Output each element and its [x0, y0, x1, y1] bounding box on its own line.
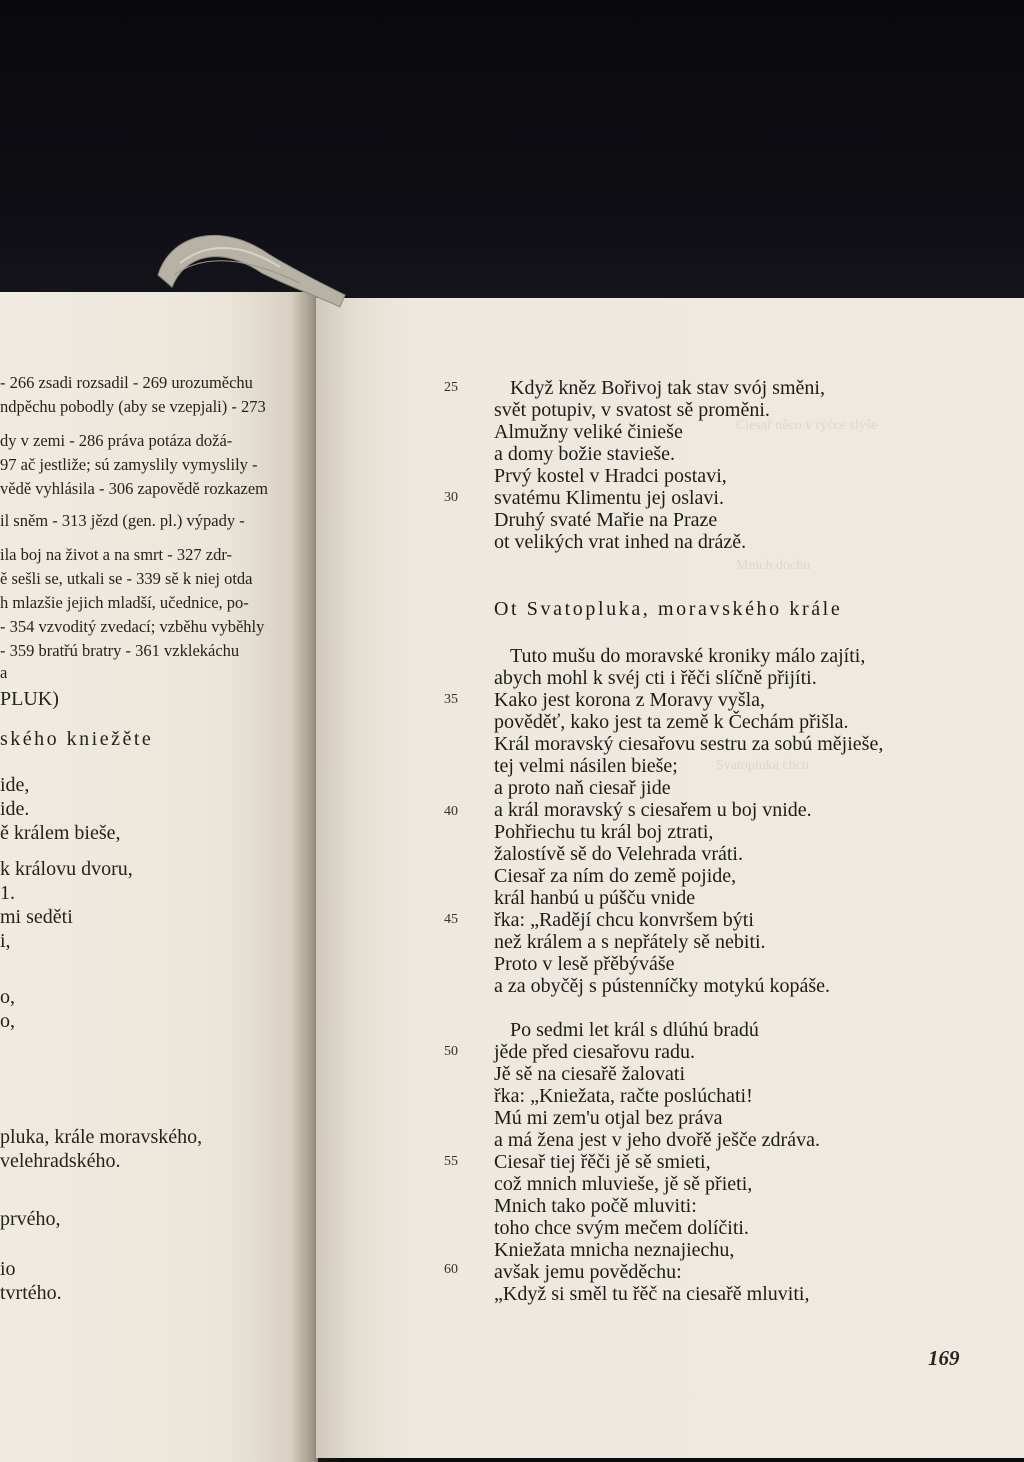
verse-line: Kako jest korona z Moravy vyšla,: [494, 689, 766, 711]
note-line: dy v zemi - 286 práva potáza dožá-: [0, 431, 233, 450]
line-number: 60: [444, 1262, 458, 1277]
verse-line: Po sedmi let král s dlúhú bradú: [510, 1019, 759, 1041]
verse-line: Mnich tako počě mluviti:: [494, 1195, 697, 1217]
verse-fragment: i,: [0, 930, 11, 952]
chapter-title: Ot Svatopluka, moravského krále: [494, 598, 843, 620]
verse-fragment: ide,: [0, 774, 30, 796]
verse-line: Almužny veliké činieše: [494, 421, 683, 443]
verse-line: ot velikých vrat inhed na drázě.: [494, 531, 747, 553]
line-number: 50: [444, 1044, 458, 1059]
note-line: a: [0, 663, 8, 682]
verse-line: král hanbú u púšču vnide: [494, 887, 696, 909]
verse-fragment: o,: [0, 986, 15, 1008]
verse-line: Jě sě na ciesařě žalovati: [494, 1063, 686, 1085]
verse-fragment: pluka, krále moravského,: [0, 1126, 203, 1148]
note-line: h mlazšie jejich mladší, učednice, po-: [0, 593, 249, 612]
left-heading: PLUK): [0, 688, 59, 710]
note-line: - 354 vzvodit‎ý zvedací; vzběhu vyběhly: [0, 617, 265, 636]
verse-line: než králem a s nepřátely sě nebiti.: [494, 931, 766, 953]
verse-line: Ciesař za ním do země pojide,: [494, 865, 737, 887]
verse-line: řka: „Kniežata, račte poslúchati!: [494, 1085, 753, 1107]
note-line: ě sešli se, utkali se - 339 sě k niej otda: [0, 569, 253, 588]
verse-line: a za obyčěj s pústenníčky motykú kopáše.: [494, 975, 831, 997]
verse-line: Prvý kostel v Hradci postavi,: [494, 465, 727, 487]
note-line: ndpěchu pobodly (aby se vzepjali) - 273: [0, 397, 266, 416]
page-number: 169: [928, 1346, 960, 1370]
verse-fragment: ě králem bieše,: [0, 822, 121, 844]
verse-line: a domy božie stavieše.: [494, 443, 676, 465]
verse-line: avšak jemu pověděchu:: [494, 1261, 682, 1283]
note-line: - 359 bratřú bratry - 361 vzklekáchu: [0, 641, 240, 660]
line-number: 30: [444, 490, 458, 505]
verse-line: Ciesař tiej řěči jě sě smieti,: [494, 1151, 711, 1173]
verse-line: a má žena jest v jeho dvořě ješče zdráva.: [494, 1129, 820, 1151]
verse-line: Král moravský ciesařovu sestru za sobú mějieše,: [494, 733, 884, 755]
line-number: 35: [444, 692, 458, 707]
verse-fragment: prvého,: [0, 1208, 61, 1230]
dark-background: [0, 0, 1024, 300]
verse-line: „Když si směl tu řěč na ciesařě mluviti,: [494, 1283, 810, 1305]
verse-fragment: tvrtého.: [0, 1282, 62, 1304]
verse-line: Pohřiechu tu král boj ztrati,: [494, 821, 714, 843]
left-subheading: ského kniežěte: [0, 728, 154, 750]
verse-line: svět potupiv, v svatost sě proměni.: [494, 399, 770, 421]
verse-line: Tuto mušu do moravské kroniky málo zajíti,: [510, 645, 866, 667]
line-number: 25: [444, 380, 458, 395]
verse-line: tej velmi násilen bieše;: [494, 755, 678, 777]
verse-line: abych mohl k svéj cti i řěči slíčně přijíti.: [494, 667, 817, 689]
note-line: il sněm - 313 jězd (gen. pl.) výpady -: [0, 511, 245, 530]
line-number: 40: [444, 804, 458, 819]
verse-line: řka: „Radějí chcu konvršem býti: [494, 909, 754, 931]
verse-line: pověděť, kako jest ta země k Čechám přišla.: [494, 711, 849, 733]
verse-line: a proto naň ciesař jide: [494, 777, 671, 799]
verse-fragment: k královu dvoru,: [0, 858, 133, 880]
verse-line: Proto v lesě přěbýváše: [494, 953, 675, 975]
verse-line: Kniežata mnicha neznajiechu,: [494, 1239, 735, 1261]
note-line: vědě vyhlásila - 306 zapovědě rozkazem: [0, 479, 269, 498]
verse-line: Mú mi zem'u otjal bez práva: [494, 1107, 723, 1129]
verse-line: svatému Klimentu jej oslavi.: [494, 487, 724, 509]
verse-fragment: o,: [0, 1010, 15, 1032]
verse-fragment: io: [0, 1258, 16, 1280]
verse-fragment: mi seděti: [0, 906, 73, 928]
left-page: [0, 292, 318, 1462]
note-line: 97 ač jestliže; sú zamyslily vymyslily -: [0, 455, 258, 474]
verse-fragment: ide.: [0, 798, 30, 820]
verse-line: Druhý svaté Mařie na Praze: [494, 509, 718, 531]
verse-fragment: 1.: [0, 882, 15, 904]
verse-line: což mnich mluvieše, jě sě přieti,: [494, 1173, 753, 1195]
verse-line: toho chce svým mečem dolíčiti.: [494, 1217, 749, 1239]
line-number: 45: [444, 912, 458, 927]
verse-line: jěde před ciesařovu radu.: [494, 1041, 696, 1063]
verse-line: a král moravský s ciesařem u boj vnide.: [494, 799, 812, 821]
note-line: - 266 zsadi rozsadil - 269 urozuměchu: [0, 373, 253, 392]
verse-line: žalostívě sě do Velehrada vráti.: [494, 843, 743, 865]
right-page: Ciesař něco v rýčce slyše Mnich dochu Svatopluka chcu 25 30 35 40 45 50 55 60 Když kněz Bořivoj tak stav svój směni, svět potupiv, v svatost sě proměni. Almužny veliké činieše a domy božie stavieše. Prvý kostel v Hradci postavi, svatému Klimentu jej oslavi. Druhý svaté Mařie na Praze ot velikých vrat inhed na drázě. Ot Svatopluka, moravského krále Tuto mušu do moravské kroniky málo zajíti, abych mohl k svéj cti i řěči slíčně přijíti. Kako jest korona z Moravy vyšla, pověděť, kako jest ta země k Čechám přišla. Král moravský ciesařovu sestru za sobú mějieše, tej velmi násilen bieše; a proto naň ciesař jide a král moravský s ciesařem u boj vnide. Pohřiechu tu král boj ztrati, žalostívě sě do Velehrada vráti. Ciesař za ním do země pojide, král hanbú u púšču vnide řka: „Radějí chcu konvršem býti než králem a s nepřátely sě nebiti. Proto v lesě přěbýváše a za obyčěj s pústenníčky motykú kopáše. Po sedmi let král s dlúhú bradú jěde před ciesařovu radu. Jě sě na ciesařě žalovati řka: „Kniežata, račte poslúchati! Mú mi zem'u otjal bez práva a má žena jest v jeho dvořě ješče zdráva. Ciesař tiej řěči jě sě smieti, což mnich mluvieše, jě sě přieti, Mnich tako počě mluviti: toho chce svým mečem dolíčiti. Kniežata mnicha neznajiechu, avšak jemu pověděchu: „Když si směl tu řěč na ciesařě mluviti, 169: [316, 298, 1024, 1458]
verse-line: Když kněz Bořivoj tak stav svój směni,: [510, 377, 825, 399]
verse-fragment: velehradského.: [0, 1150, 121, 1172]
line-number: 55: [444, 1154, 458, 1169]
note-line: ila boj na život a na smrt - 327 zdr-: [0, 545, 232, 564]
